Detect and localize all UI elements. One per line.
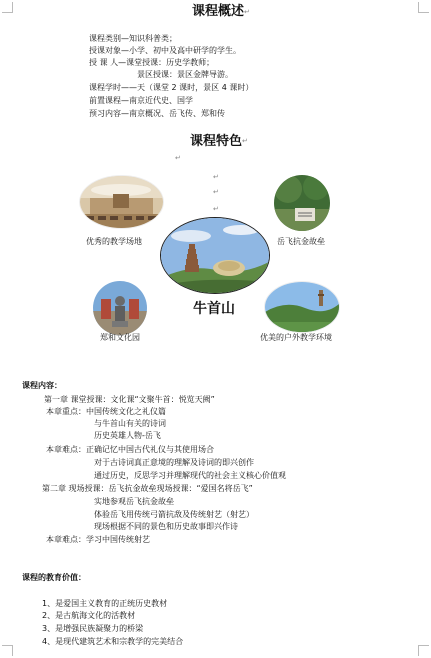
content-line: 对于古诗词真正意境的理解及诗词的即兴创作 xyxy=(94,458,254,467)
content-line: 本章难点：正确记忆中国古代礼仪与其使用场合 xyxy=(46,445,214,454)
paragraph-mark: ↵ xyxy=(244,8,250,16)
content-line: 本章重点：中国传统文化之礼仪篇 xyxy=(46,407,166,416)
niushou-mountain-photo xyxy=(160,217,270,294)
value-item: 3、是增强民族凝聚力的桥梁 xyxy=(42,624,144,633)
crop-mark-top-left xyxy=(2,2,13,13)
content-line: 第二章 现场授课：岳飞抗金故垒现场授课：“爱国名将岳飞” xyxy=(42,484,253,493)
paragraph-mark: ↵ xyxy=(213,188,219,196)
paragraph-mark: ↵ xyxy=(213,205,219,213)
content-heading: 课程内容： xyxy=(22,381,62,390)
crop-mark-bottom-right xyxy=(418,645,429,656)
overview-line: 课程学时——天（课堂 2 课时，景区 4 课时） xyxy=(89,83,254,92)
overview-line: 课程类别—知识科普类； xyxy=(89,34,177,43)
crop-mark-top-right xyxy=(418,2,429,13)
value-item: 1、是爱国主义教育的正统历史教材 xyxy=(42,599,168,608)
content-line: 本章难点：学习中国传统射艺 xyxy=(46,535,150,544)
value-item: 4、是现代建筑艺术和宗教学的完美结合 xyxy=(42,637,184,646)
zhenghe-park-photo xyxy=(93,281,147,335)
content-line: 现场根据不同的景色和历史故事即兴作诗 xyxy=(94,522,238,531)
outdoor-environment-caption: 优美的户外教学环境 xyxy=(260,333,332,342)
paragraph-mark: ↵ xyxy=(213,173,219,181)
yuefei-fort-photo xyxy=(274,175,330,231)
content-line: 与牛首山有关的诗词 xyxy=(94,419,166,428)
overview-line: 景区授课：景区金牌导游。 xyxy=(137,70,233,79)
paragraph-mark: ↵ xyxy=(242,137,248,145)
content-line: 第一章 课堂授课：文化课“文聚牛首：悦览天阙” xyxy=(44,395,215,404)
crop-mark-bottom-left xyxy=(2,645,13,656)
value-item: 2、是古航海文化的活教材 xyxy=(42,611,136,620)
zhenghe-park-caption: 郑和文化园 xyxy=(100,333,140,342)
content-line: 实地参观岳飞抗金故垒 xyxy=(94,497,174,506)
overview-line: 授课对象—小学、初中及高中研学的学生。 xyxy=(89,46,241,55)
teaching-venue-caption: 优秀的教学场地 xyxy=(86,237,142,246)
paragraph-mark: ↵ xyxy=(175,154,181,162)
content-line: 体验岳飞用传统弓箭抗敌及传统射艺（射艺） xyxy=(94,510,254,519)
content-line: 历史英雄人物-岳飞 xyxy=(94,431,161,440)
teaching-venue-photo xyxy=(79,175,164,229)
outdoor-environment-photo xyxy=(264,281,340,333)
overview-line: 前置课程—南京近代史、国学 xyxy=(89,96,193,105)
yuefei-fort-caption: 岳飞抗金故垒 xyxy=(277,237,325,246)
overview-line: 授 课 人—课堂授课：历史学教师； xyxy=(89,58,215,67)
niushou-mountain-caption: 牛首山 xyxy=(193,301,235,317)
value-heading: 课程的教育价值： xyxy=(22,573,86,582)
content-line: 通过历史，反思学习并理解现代的社会主义核心价值观 xyxy=(94,471,286,480)
overview-line: 预习内容—南京概况、岳飞传、郑和传 xyxy=(89,109,225,118)
features-title: 课程特色 xyxy=(190,134,243,149)
overview-title: 课程概述 xyxy=(192,4,245,19)
